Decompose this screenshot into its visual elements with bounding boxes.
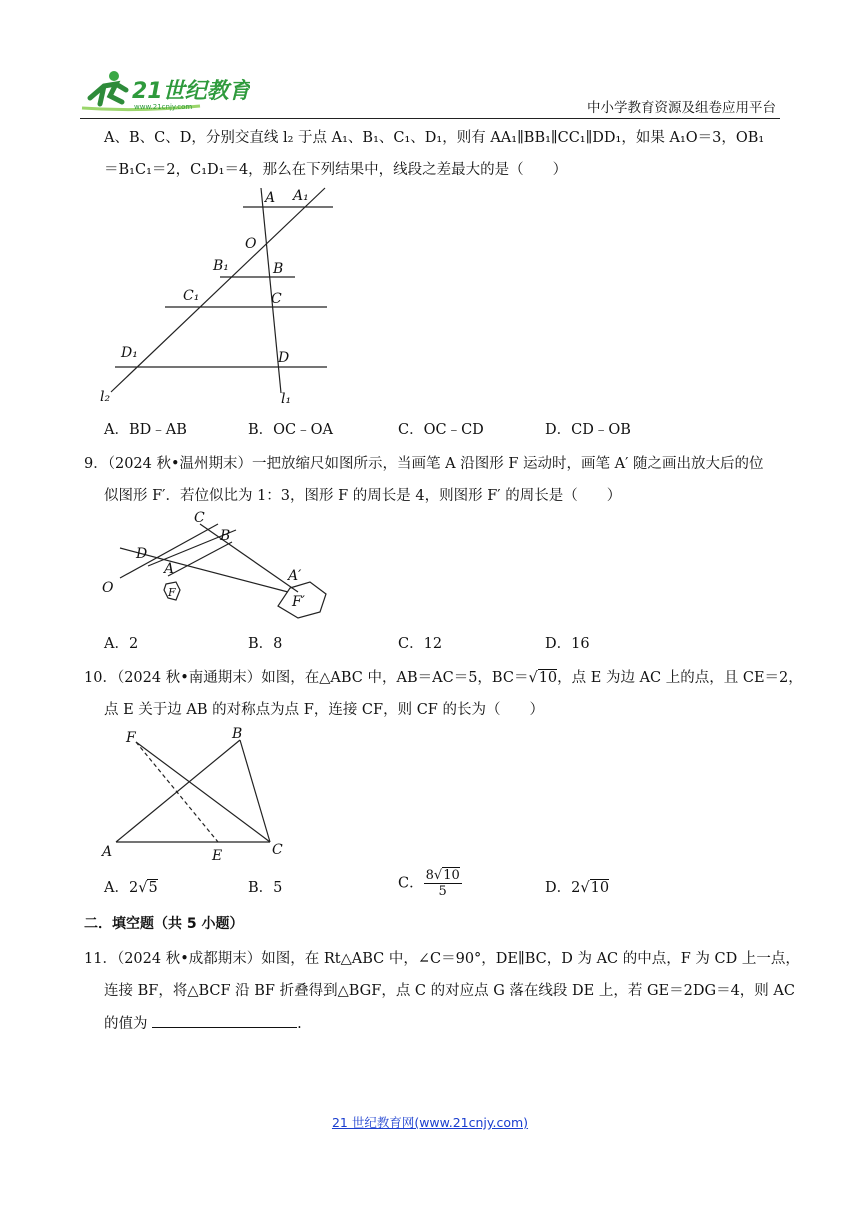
q10-option-c: C． $\frac{8√10}{5}$ (398, 868, 460, 899)
q10-text-line1 (84, 668, 803, 688)
label: A₁ (293, 188, 309, 204)
segment-fe-dashed (136, 742, 218, 842)
label: l₂ (100, 389, 111, 405)
side-ab (116, 740, 240, 842)
q10-line1-a: 10．（2024 秋•南通期末）如图，在△ABC 中，AB＝AC＝5，BC＝ (84, 670, 529, 686)
label: C₁ (183, 288, 200, 304)
q8-option-a: A．BD﹣AB (104, 422, 187, 438)
section-heading: 二．填空题（共 5 小题） (84, 916, 244, 932)
q10-text-line2: 点 E 关于边 AB 的对称点为点 F，连接 CF，则 CF 的长为（ ） (104, 702, 544, 718)
logo-url: www.21cnjy.com (134, 103, 193, 111)
fraction: $\frac{8√10}{5}$ (425, 868, 460, 899)
label: D (278, 350, 290, 366)
q8-option-d: D．CD﹣OB (545, 422, 631, 438)
label: F (168, 586, 176, 599)
label: D₁ (121, 345, 138, 361)
q8-text-line2: ＝B₁C₁＝2，C₁D₁＝4，那么在下列结果中，线段之差最大的是（ ） (104, 162, 568, 178)
q10-option-b: B．5 (248, 880, 283, 896)
rod-a-b (168, 542, 232, 576)
side-bc (240, 740, 270, 842)
q9-option-d: D．16 (545, 636, 590, 652)
header-platform-text: 中小学教育资源及组卷应用平台 (587, 100, 776, 116)
logo (80, 68, 250, 112)
q10-line1-b: ，点 E 为边 AC 上的点，且 CE＝2， (557, 670, 803, 686)
label: B (220, 528, 231, 544)
label: C (272, 842, 283, 858)
label: B (273, 261, 284, 277)
label: O (245, 236, 257, 252)
q10-figure (98, 724, 298, 864)
line-l2 (111, 188, 325, 392)
label: B (232, 726, 243, 742)
q9-option-a: A．2 (104, 636, 139, 652)
q8-option-c: C．OC﹣CD (398, 422, 484, 438)
label: C (271, 291, 282, 307)
q11-text-line3: 的值为 . (104, 1013, 302, 1034)
label: l₁ (281, 391, 292, 407)
footer-link[interactable]: 21 世纪教育网(www.21cnjy.com) (331, 1115, 529, 1130)
q9-option-b: B．8 (248, 636, 283, 652)
q8-text-line1: A、B、C、D，分别交直线 l₂ 于点 A₁、B₁、C₁、D₁，则有 AA₁∥BB₁∥CC₁∥DD₁，如果 A₁O＝3，OB₁ (104, 130, 765, 146)
segment-cf (136, 742, 270, 842)
label: C (194, 510, 205, 526)
answer-blank[interactable] (152, 1013, 297, 1028)
q9-text-line1: 9．（2024 秋•温州期末）一把放缩尺如图所示，当画笔 A 沿图形 F 运动时，画笔 A′ 随之画出放大后的位 (84, 456, 764, 472)
logo-text: 21世纪教育 (132, 79, 250, 104)
q8-option-b: B．OC﹣OA (248, 422, 333, 438)
header-divider (80, 118, 780, 119)
label: A (102, 844, 113, 860)
q10-line1-sqrt: 10 (538, 670, 558, 686)
label: A (265, 190, 276, 206)
q11-text-line2: 连接 BF，将△BCF 沿 BF 折叠得到△BGF，点 C 的对应点 G 落在线段 DE 上，若 GE＝2DG＝4，则 AC (104, 983, 795, 999)
runner-logo-icon (80, 68, 250, 112)
label: F (126, 730, 136, 746)
q8-figure (95, 185, 345, 415)
q9-figure (98, 508, 338, 628)
label: A′ (288, 568, 302, 584)
q11-text-line1: 11．（2024 秋•成都期末）如图，在 Rt△ABC 中，∠C＝90°，DE∥BC，D 为 AC 的中点，F 为 CD 上一点， (84, 951, 800, 967)
label: F′ (292, 594, 305, 610)
label: B₁ (213, 258, 229, 274)
q9-text-line2: 似图形 F′．若位似比为 1：3，图形 F 的周长是 4，则图形 F′ 的周长是（ ） (104, 488, 622, 504)
sqrt-sign: √ (528, 670, 538, 686)
label: E (212, 848, 223, 864)
q10-option-d: D．2√10 (545, 880, 610, 896)
label: D (136, 546, 148, 562)
q10-option-a: A．2√5 (104, 880, 158, 896)
label: O (102, 580, 114, 596)
q9-option-c: C．12 (398, 636, 443, 652)
label: A (164, 561, 175, 577)
